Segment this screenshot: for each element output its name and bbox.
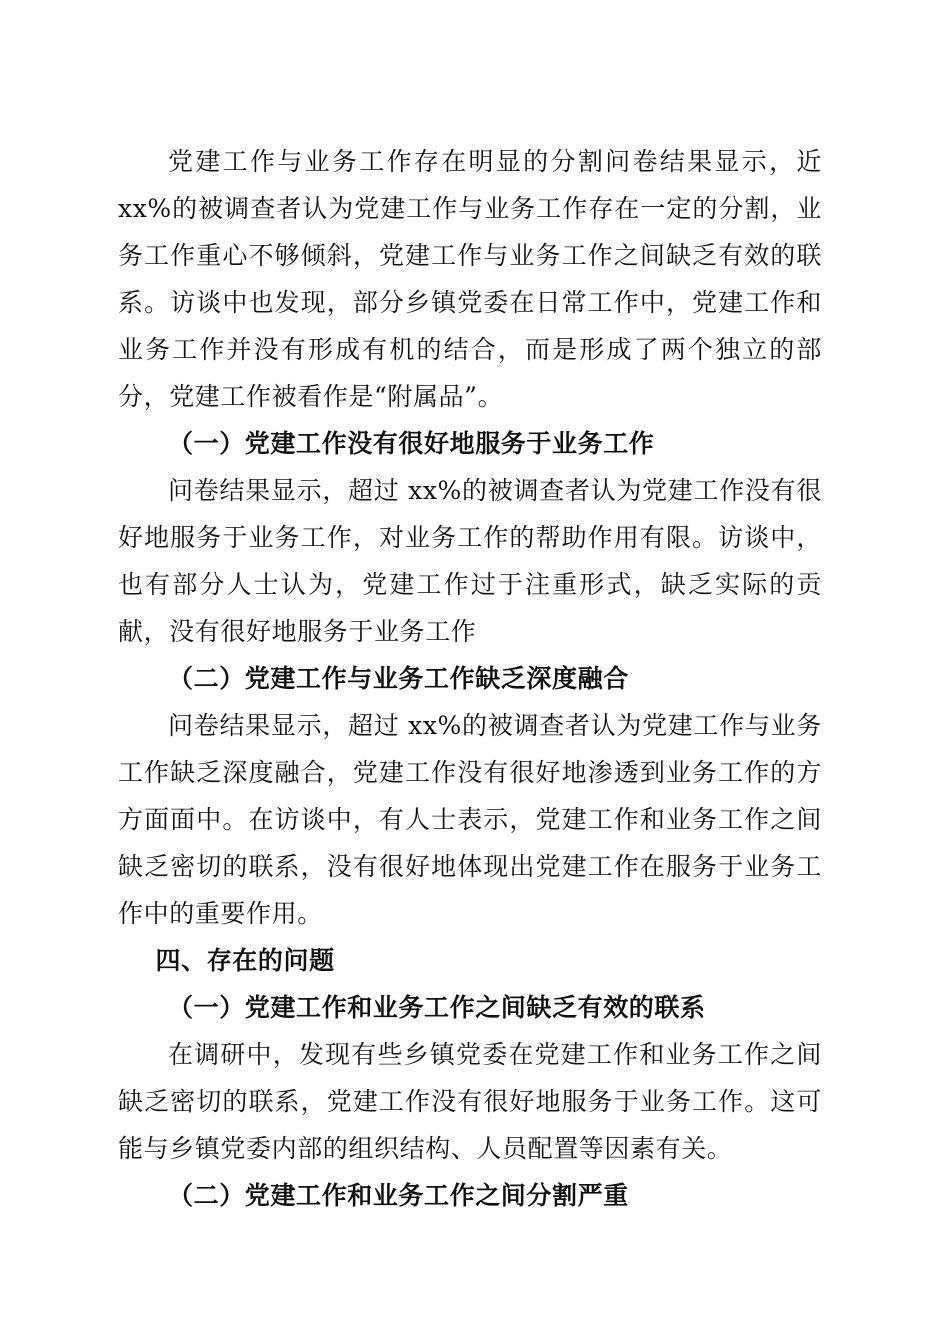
subheading-not-serving-business: （一）党建工作没有很好地服务于业务工作 xyxy=(168,429,655,458)
section-heading-existing-problems: 四、存在的问题 xyxy=(155,946,335,975)
paragraph-lack-deep-integration: 问卷结果显示，超过 xx%的被调查者认为党建工作与业务工作缺乏深度融合，党建工作没有很好地渗透到业务工作的方方面面中。在访谈中，有人士表示，党建工作和业务工作之间缺乏密切的联系，没有很好地体现出党建工作在服务于业务工作中的重要作用。 xyxy=(118,711,822,928)
subheading-lack-effective-link: （一）党建工作和业务工作之间缺乏有效的联系 xyxy=(168,993,706,1022)
paragraph-not-serving-business: 问卷结果显示，超过 xx%的被调查者认为党建工作没有很好地服务于业务工作，对业务工作的帮助作用有限。访谈中，也有部分人士认为，党建工作过于注重形式，缺乏实际的贡献，没有很好地服务于业务工作 xyxy=(118,476,822,646)
subheading-serious-separation: （二）党建工作和业务工作之间分割严重 xyxy=(168,1181,629,1210)
document-body xyxy=(118,138,822,1219)
paragraph-lack-effective-link: 在调研中，发现有些乡镇党委在党建工作和业务工作之间缺乏密切的联系，党建工作没有很好地服务于业务工作。这可能与乡镇党委内部的组织结构、人员配置等因素有关。 xyxy=(118,1040,822,1163)
paragraph-separation-overview: 党建工作与业务工作存在明显的分割问卷结果显示，近 xx%的被调查者认为党建工作与业务工作存在一定的分割，业务工作重心不够倾斜，党建工作与业务工作之间缺乏有效的联系。访谈中也发现，部分乡镇党委在日常工作中，党建工作和业务工作并没有形成有机的结合，而是形成了两个独立的部分，党建工作被看作是“附属品”。 xyxy=(118,147,822,411)
subheading-lack-deep-integration: （二）党建工作与业务工作缺乏深度融合 xyxy=(168,664,629,693)
